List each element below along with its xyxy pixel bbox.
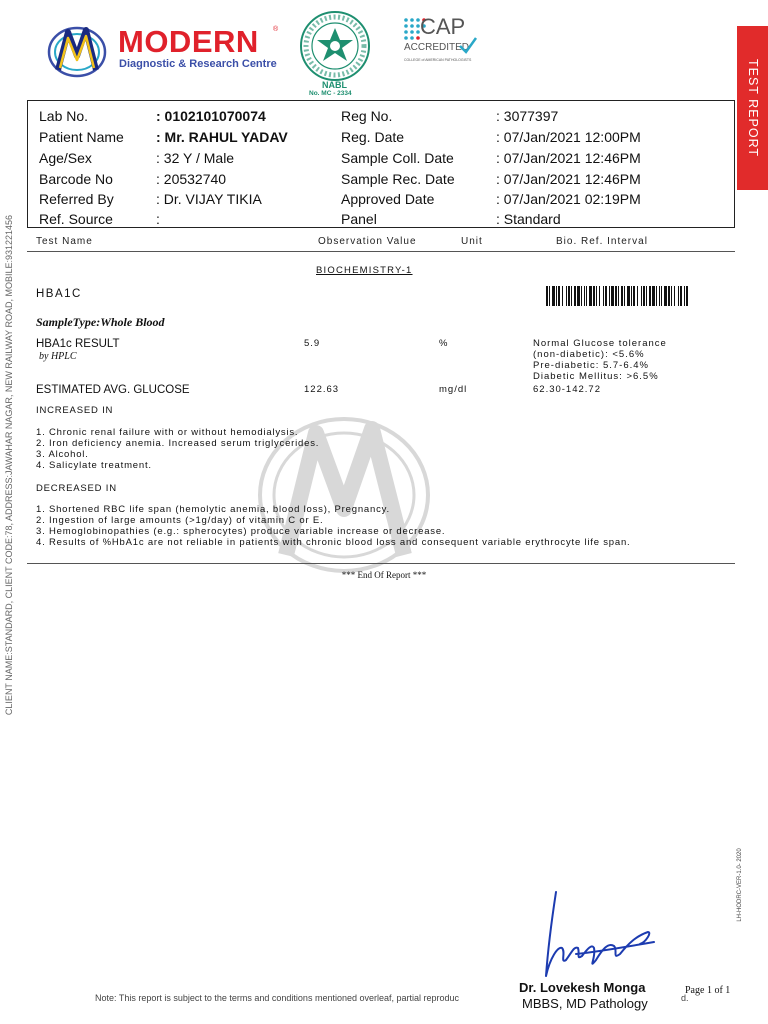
brand-tagline: Diagnostic & Research Centre xyxy=(119,58,277,70)
barcode-bar xyxy=(603,286,604,306)
patient-name-label: Patient Name xyxy=(39,129,124,145)
age-sex-value: : 32 Y / Male xyxy=(156,150,235,166)
footer-separator xyxy=(27,563,735,564)
barcode-bar xyxy=(586,286,587,306)
barcode-bar xyxy=(552,286,555,306)
barcode-bar xyxy=(566,286,567,306)
lab-no-label: Lab No. xyxy=(39,108,89,124)
cap-college: COLLEGE of AMERICAN PATHOLOGISTS xyxy=(404,58,472,62)
ref-interval-line: (non-diabetic): <5.6% xyxy=(533,349,645,360)
panel-label: Panel xyxy=(341,211,377,227)
barcode-bar xyxy=(686,286,688,306)
barcode-bar xyxy=(556,286,557,306)
test-report-tab xyxy=(737,26,768,190)
test-report-label: TEST REPORT xyxy=(745,58,760,158)
barcode-bar xyxy=(627,286,630,306)
barcode-bar xyxy=(674,286,675,306)
nabl-label: NABL xyxy=(322,80,347,90)
reg-date-label: Reg. Date xyxy=(341,129,405,145)
rec-date-value: : 07/Jan/2021 12:46PM xyxy=(496,171,641,187)
nabl-number: No. MC - 2334 xyxy=(309,90,352,97)
reg-date-value: : 07/Jan/2021 12:00PM xyxy=(496,129,641,145)
increased-item: 1. Chronic renal failure with or without hemodialysis. xyxy=(36,427,299,438)
barcode-label: Barcode No xyxy=(39,171,113,187)
barcode-bar xyxy=(668,286,670,306)
barcode-bar xyxy=(593,286,595,306)
barcode-bar xyxy=(581,286,582,306)
increased-title: INCREASED IN xyxy=(36,405,114,416)
barcode-bar xyxy=(618,286,619,306)
barcode-bar xyxy=(577,286,580,306)
patient-name-value: : Mr. RAHUL YADAV xyxy=(156,129,288,145)
barcode-icon xyxy=(546,286,688,306)
barcode-value: : 20532740 xyxy=(156,171,227,187)
barcode-bar xyxy=(589,286,592,306)
section-title: BIOCHEMISTRY-1 xyxy=(316,265,413,276)
barcode-bar xyxy=(549,286,550,306)
approved-date-label: Approved Date xyxy=(341,191,435,207)
barcode-bar xyxy=(678,286,679,306)
barcode-bar xyxy=(609,286,610,306)
result-method: by HPLC xyxy=(39,351,77,362)
doctor-name: Dr. Lovekesh Monga xyxy=(519,980,646,995)
registered-mark: ® xyxy=(273,26,279,33)
increased-item: 3. Alcohol. xyxy=(36,449,89,460)
barcode-bar xyxy=(641,286,642,306)
barcode-bar xyxy=(656,286,657,306)
referred-by-label: Referred By xyxy=(39,191,114,207)
disclaimer-end: d. xyxy=(681,993,689,1003)
doctor-qualification: MBBS, MD Pathology xyxy=(522,996,648,1011)
result-name: HBA1c RESULT xyxy=(36,338,120,350)
barcode-bar xyxy=(562,286,563,306)
decreased-item: 2. Ingestion of large amounts (>1g/day) of vitamin C or E. xyxy=(36,515,324,526)
sample-type: SampleType:Whole Blood xyxy=(36,315,165,329)
barcode-bar xyxy=(568,286,570,306)
checkmark-icon xyxy=(458,36,478,54)
barcode-bar xyxy=(571,286,572,306)
barcode-bar xyxy=(646,286,647,306)
barcode-bar xyxy=(671,286,672,306)
barcode-bar xyxy=(649,286,651,306)
document-code-text: LH-HODRC-VER-1.0- 2020 xyxy=(737,848,743,922)
barcode-bar xyxy=(680,286,682,306)
client-side-text: CLIENT NAME:STANDARD, CLIENT CODE:78, ADDRESS:JAWAHAR NAGAR, NEW RAILWAY ROAD, MOBILE:931221456 xyxy=(4,214,14,715)
panel-value: : Standard xyxy=(496,211,561,227)
ref-interval-line: Diabetic Mellitus: >6.5% xyxy=(533,371,659,382)
barcode-bar xyxy=(611,286,614,306)
result-unit: % xyxy=(439,338,449,349)
reg-no-value: : 3077397 xyxy=(496,108,559,124)
cap-accreditation-logo xyxy=(400,14,484,80)
decreased-title: DECREASED IN xyxy=(36,483,117,494)
cap-text: CAP xyxy=(420,14,466,39)
barcode-bar xyxy=(661,286,662,306)
barcode-bar xyxy=(558,286,560,306)
ref-source-label: Ref. Source xyxy=(39,211,113,227)
barcode-bar xyxy=(652,286,655,306)
age-sex-label: Age/Sex xyxy=(39,150,92,166)
ref-interval-line: 62.30-142.72 xyxy=(533,384,601,395)
decreased-item: 1. Shortened RBC life span (hemolytic anemia, blood loss), Pregnancy. xyxy=(36,504,390,515)
barcode-bar xyxy=(615,286,617,306)
barcode-bar xyxy=(574,286,576,306)
decreased-item: 4. Results of %HbA1c are not reliable in patients with chronic blood loss and consequent variable erythrocyte life span. xyxy=(36,537,631,548)
barcode-bar xyxy=(631,286,632,306)
ref-interval-line: Normal Glucose tolerance xyxy=(533,338,667,349)
doctor-signature xyxy=(536,888,660,982)
col-unit: Unit xyxy=(461,236,483,247)
document-code xyxy=(734,840,746,930)
ref-source-value: : xyxy=(156,211,160,227)
coll-date-value: : 07/Jan/2021 12:46PM xyxy=(496,150,641,166)
barcode-bar xyxy=(659,286,660,306)
increased-item: 4. Salicylate treatment. xyxy=(36,460,152,471)
barcode-bar xyxy=(684,286,685,306)
col-observation: Observation Value xyxy=(318,236,417,247)
test-code: HBA1C xyxy=(36,288,82,300)
header-separator xyxy=(27,251,735,252)
col-test-name: Test Name xyxy=(36,236,93,247)
referred-by-value: : Dr. VIJAY TIKIA xyxy=(156,191,262,207)
client-side-info xyxy=(2,192,16,737)
page-number: Page 1 of 1 xyxy=(685,985,731,996)
barcode-bar xyxy=(633,286,635,306)
patient-info-box xyxy=(27,100,735,228)
barcode-bar xyxy=(605,286,607,306)
barcode-bar xyxy=(624,286,625,306)
barcode-bar xyxy=(596,286,597,306)
decreased-item: 3. Hemoglobinopathies (e.g.: spherocytes) produce variable increase or decrease. xyxy=(36,526,446,537)
end-of-report: *** End Of Report *** xyxy=(341,570,427,580)
barcode-bar xyxy=(637,286,638,306)
result-name: ESTIMATED AVG. GLUCOSE xyxy=(36,384,190,396)
result-unit: mg/dl xyxy=(439,384,468,395)
barcode-bar xyxy=(621,286,623,306)
coll-date-label: Sample Coll. Date xyxy=(341,150,454,166)
barcode-bar xyxy=(664,286,667,306)
brand-name: MODERN xyxy=(118,24,259,59)
barcode-bar xyxy=(599,286,600,306)
modern-logo-icon xyxy=(46,22,108,78)
lab-no-value: : 0102101070074 xyxy=(156,108,266,124)
result-value: 5.9 xyxy=(304,338,321,349)
col-ref-interval: Bio. Ref. Interval xyxy=(556,236,648,247)
cap-accredited: ACCREDITED xyxy=(404,42,470,53)
ref-interval-line: Pre-diabetic: 5.7-6.4% xyxy=(533,360,649,371)
increased-item: 2. Iron deficiency anemia. Increased serum triglycerides. xyxy=(36,438,320,449)
approved-date-value: : 07/Jan/2021 02:19PM xyxy=(496,191,641,207)
barcode-bar xyxy=(643,286,645,306)
barcode-bar xyxy=(546,286,548,306)
disclaimer: Note: This report is subject to the terms and conditions mentioned overleaf, partial reproduc xyxy=(95,993,460,1003)
barcode-bar xyxy=(584,286,585,306)
rec-date-label: Sample Rec. Date xyxy=(341,171,455,187)
result-value: 122.63 xyxy=(304,384,340,395)
reg-no-label: Reg No. xyxy=(341,108,393,124)
